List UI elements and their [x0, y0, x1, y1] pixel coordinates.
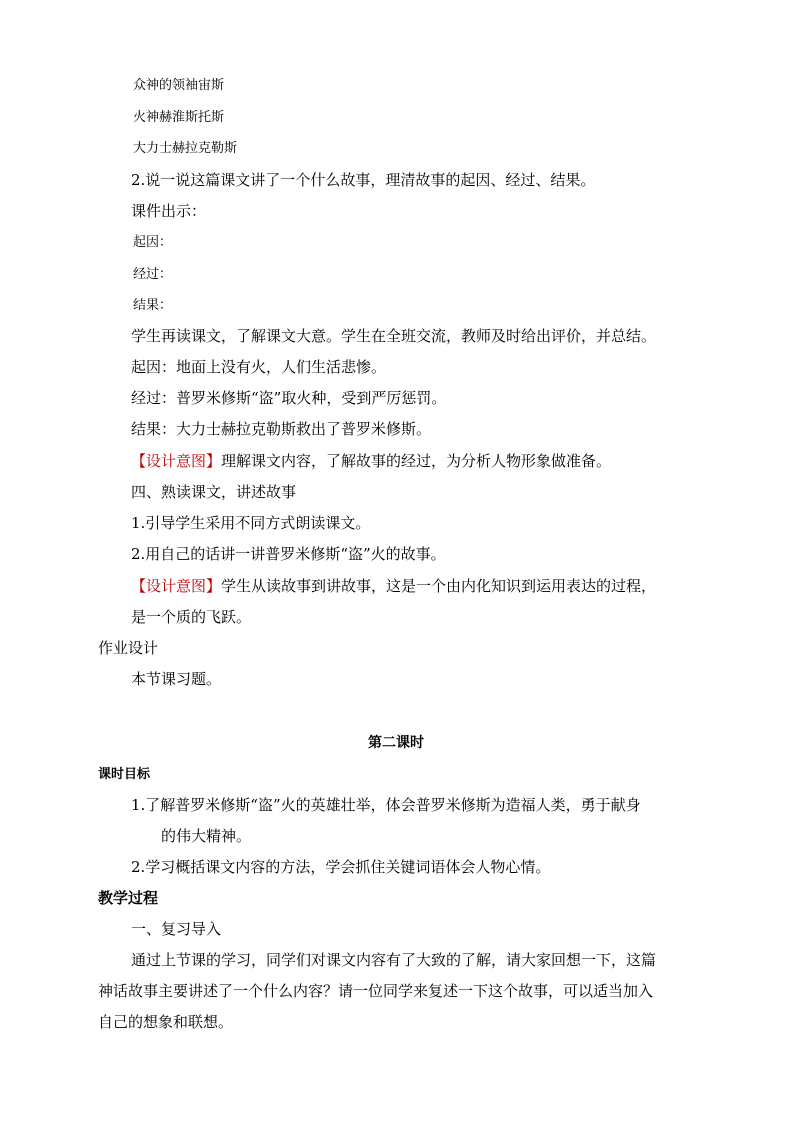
goal-1-cont: 的伟大精神。	[161, 827, 252, 845]
process-text: 经过：普罗米修斯“盗”取火种，受到严厉惩罚。	[131, 389, 447, 407]
section-4-item-1: 1.引导学生采用不同方式朗读课文。	[131, 514, 371, 532]
name-hephaestus: 火神赫淮斯托斯	[133, 110, 225, 125]
result-text: 结果：大力士赫拉克勒斯救出了普罗米修斯。	[131, 420, 432, 438]
review-paragraph-line-1: 通过上节课的学习，同学们对课文内容有了大致的了解，请大家回想一下，这篇	[131, 951, 657, 969]
reread-paragraph: 学生再读课文，了解课文大意。学生在全班交流，教师及时给出评价，并总结。	[131, 327, 657, 345]
review-paragraph-line-2: 神话故事主要讲述了一个什么内容？请一位同学来复述一下这个故事，可以适当加入	[98, 982, 654, 1000]
section-4-title: 四、熟读课文，讲述故事	[131, 483, 297, 501]
design-intent-1	[131, 451, 611, 471]
design-intent-tag: 【设计意图】	[131, 452, 222, 470]
design-intent-text: 学生从读故事到讲故事，这是一个由内化知识到运用表达的过程，	[221, 577, 657, 595]
blank-process: 经过：	[133, 267, 173, 282]
name-zeus: 众神的领袖宙斯	[133, 78, 225, 93]
task-2: 2.说一说这篇课文讲了一个什么故事，理清故事的起因、经过、结果。	[131, 171, 596, 189]
homework-title: 作业设计	[98, 639, 159, 657]
goals-title: 课时目标	[98, 767, 151, 782]
name-heracles: 大力士赫拉克勒斯	[133, 141, 238, 156]
review-title: 一、复习导入	[131, 920, 222, 938]
design-intent-tag: 【设计意图】	[131, 577, 222, 595]
review-paragraph-line-3: 自己的想象和联想。	[98, 1013, 234, 1031]
cause-text: 起因：地面上没有火，人们生活悲惨。	[131, 358, 387, 376]
goal-1: 1.了解普罗米修斯“盗”火的英雄壮举，体会普罗米修斯为造福人类，勇于献身	[131, 796, 641, 814]
design-intent-2	[131, 576, 656, 596]
section-4-item-2: 2.用自己的话讲一讲普罗米修斯“盗”火的故事。	[131, 545, 446, 563]
process-title: 教学过程	[98, 889, 159, 907]
blank-cause: 起因：	[133, 235, 173, 250]
goal-2: 2.学习概括课文内容的方法，学会抓住关键词语体会人物心情。	[131, 858, 551, 876]
courseware-label: 课件出示：	[131, 202, 207, 220]
design-intent-2-cont: 是一个质的飞跃。	[131, 608, 252, 626]
design-intent-text: 理解课文内容，了解故事的经过，为分析人物形象做准备。	[221, 452, 612, 470]
homework-text: 本节课习题。	[131, 670, 222, 688]
lesson-2-title: 第二课时	[368, 735, 424, 751]
blank-result: 结果：	[133, 298, 173, 313]
